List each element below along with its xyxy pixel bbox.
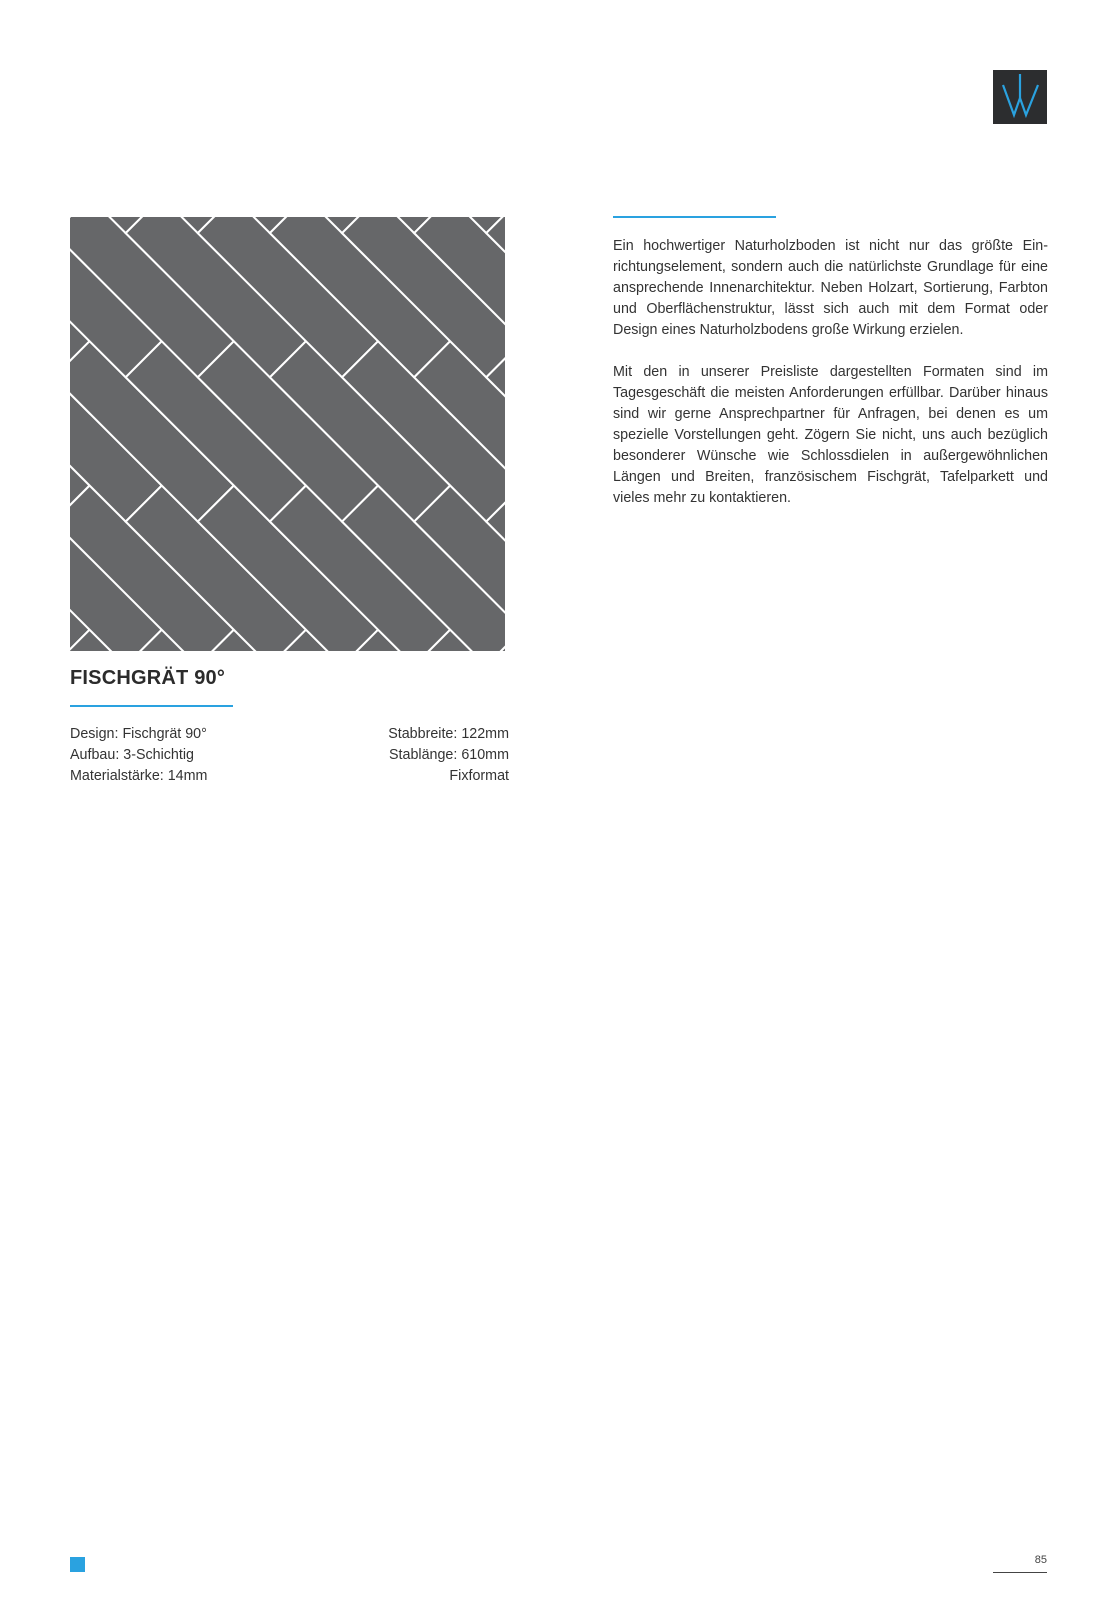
footer-square-icon	[70, 1557, 85, 1572]
spec-construction: Aufbau: 3-Schichtig	[70, 747, 194, 763]
specs-left	[70, 724, 300, 787]
intro-paragraph: Mit den in unserer Preisliste dargestellten Formaten sind im Tagesgeschäft die meisten Anforderungen erfüllbar. Darüber hinaus sind wir gerne Ansprechpartner für Anfragen, bei denen es um spezielle Vorstellungen geht. Zögern Sie nicht, uns auch bezüglich besonderer Wünsche wie Schlossdielen in außergewöhnlichen Längen und Breiten, französischem Fischgrät, Tafelparkett und vieles mehr zu kontaktieren.	[613, 364, 1048, 506]
spec-thickness: Materialstärke: 14mm	[70, 768, 208, 784]
w-logo-icon	[993, 70, 1047, 124]
page-number: 85	[1034, 1554, 1047, 1566]
specs-right	[300, 724, 509, 787]
spec-design: Design: Fischgrät 90°	[70, 726, 207, 742]
page-number-rule	[993, 1572, 1047, 1573]
intro-text	[613, 236, 1048, 530]
plank-lines	[70, 217, 505, 651]
product-title: FISCHGRÄT 90°	[70, 667, 226, 689]
spec-width: Stabbreite: 122mm	[388, 726, 509, 742]
intro-paragraph: Ein hochwertiger Naturholzboden ist nicht nur das größte Einrichtungselement, sondern auch die natürlichste Grundlage für eine ansprechende Innenarchitektur. Neben Holzart, Sortierung, Farbton und Oberflächenstruktur, lässt sich auch mit dem Format oder Design eines Naturholzbodens große Wirkung erzielen.	[613, 238, 1048, 338]
spec-format: Fixformat	[449, 768, 509, 784]
brand-logo	[993, 70, 1047, 124]
herringbone-pattern-image	[70, 217, 505, 651]
title-underline	[70, 705, 233, 707]
accent-divider	[613, 216, 776, 218]
spec-length: Stablänge: 610mm	[388, 747, 509, 763]
